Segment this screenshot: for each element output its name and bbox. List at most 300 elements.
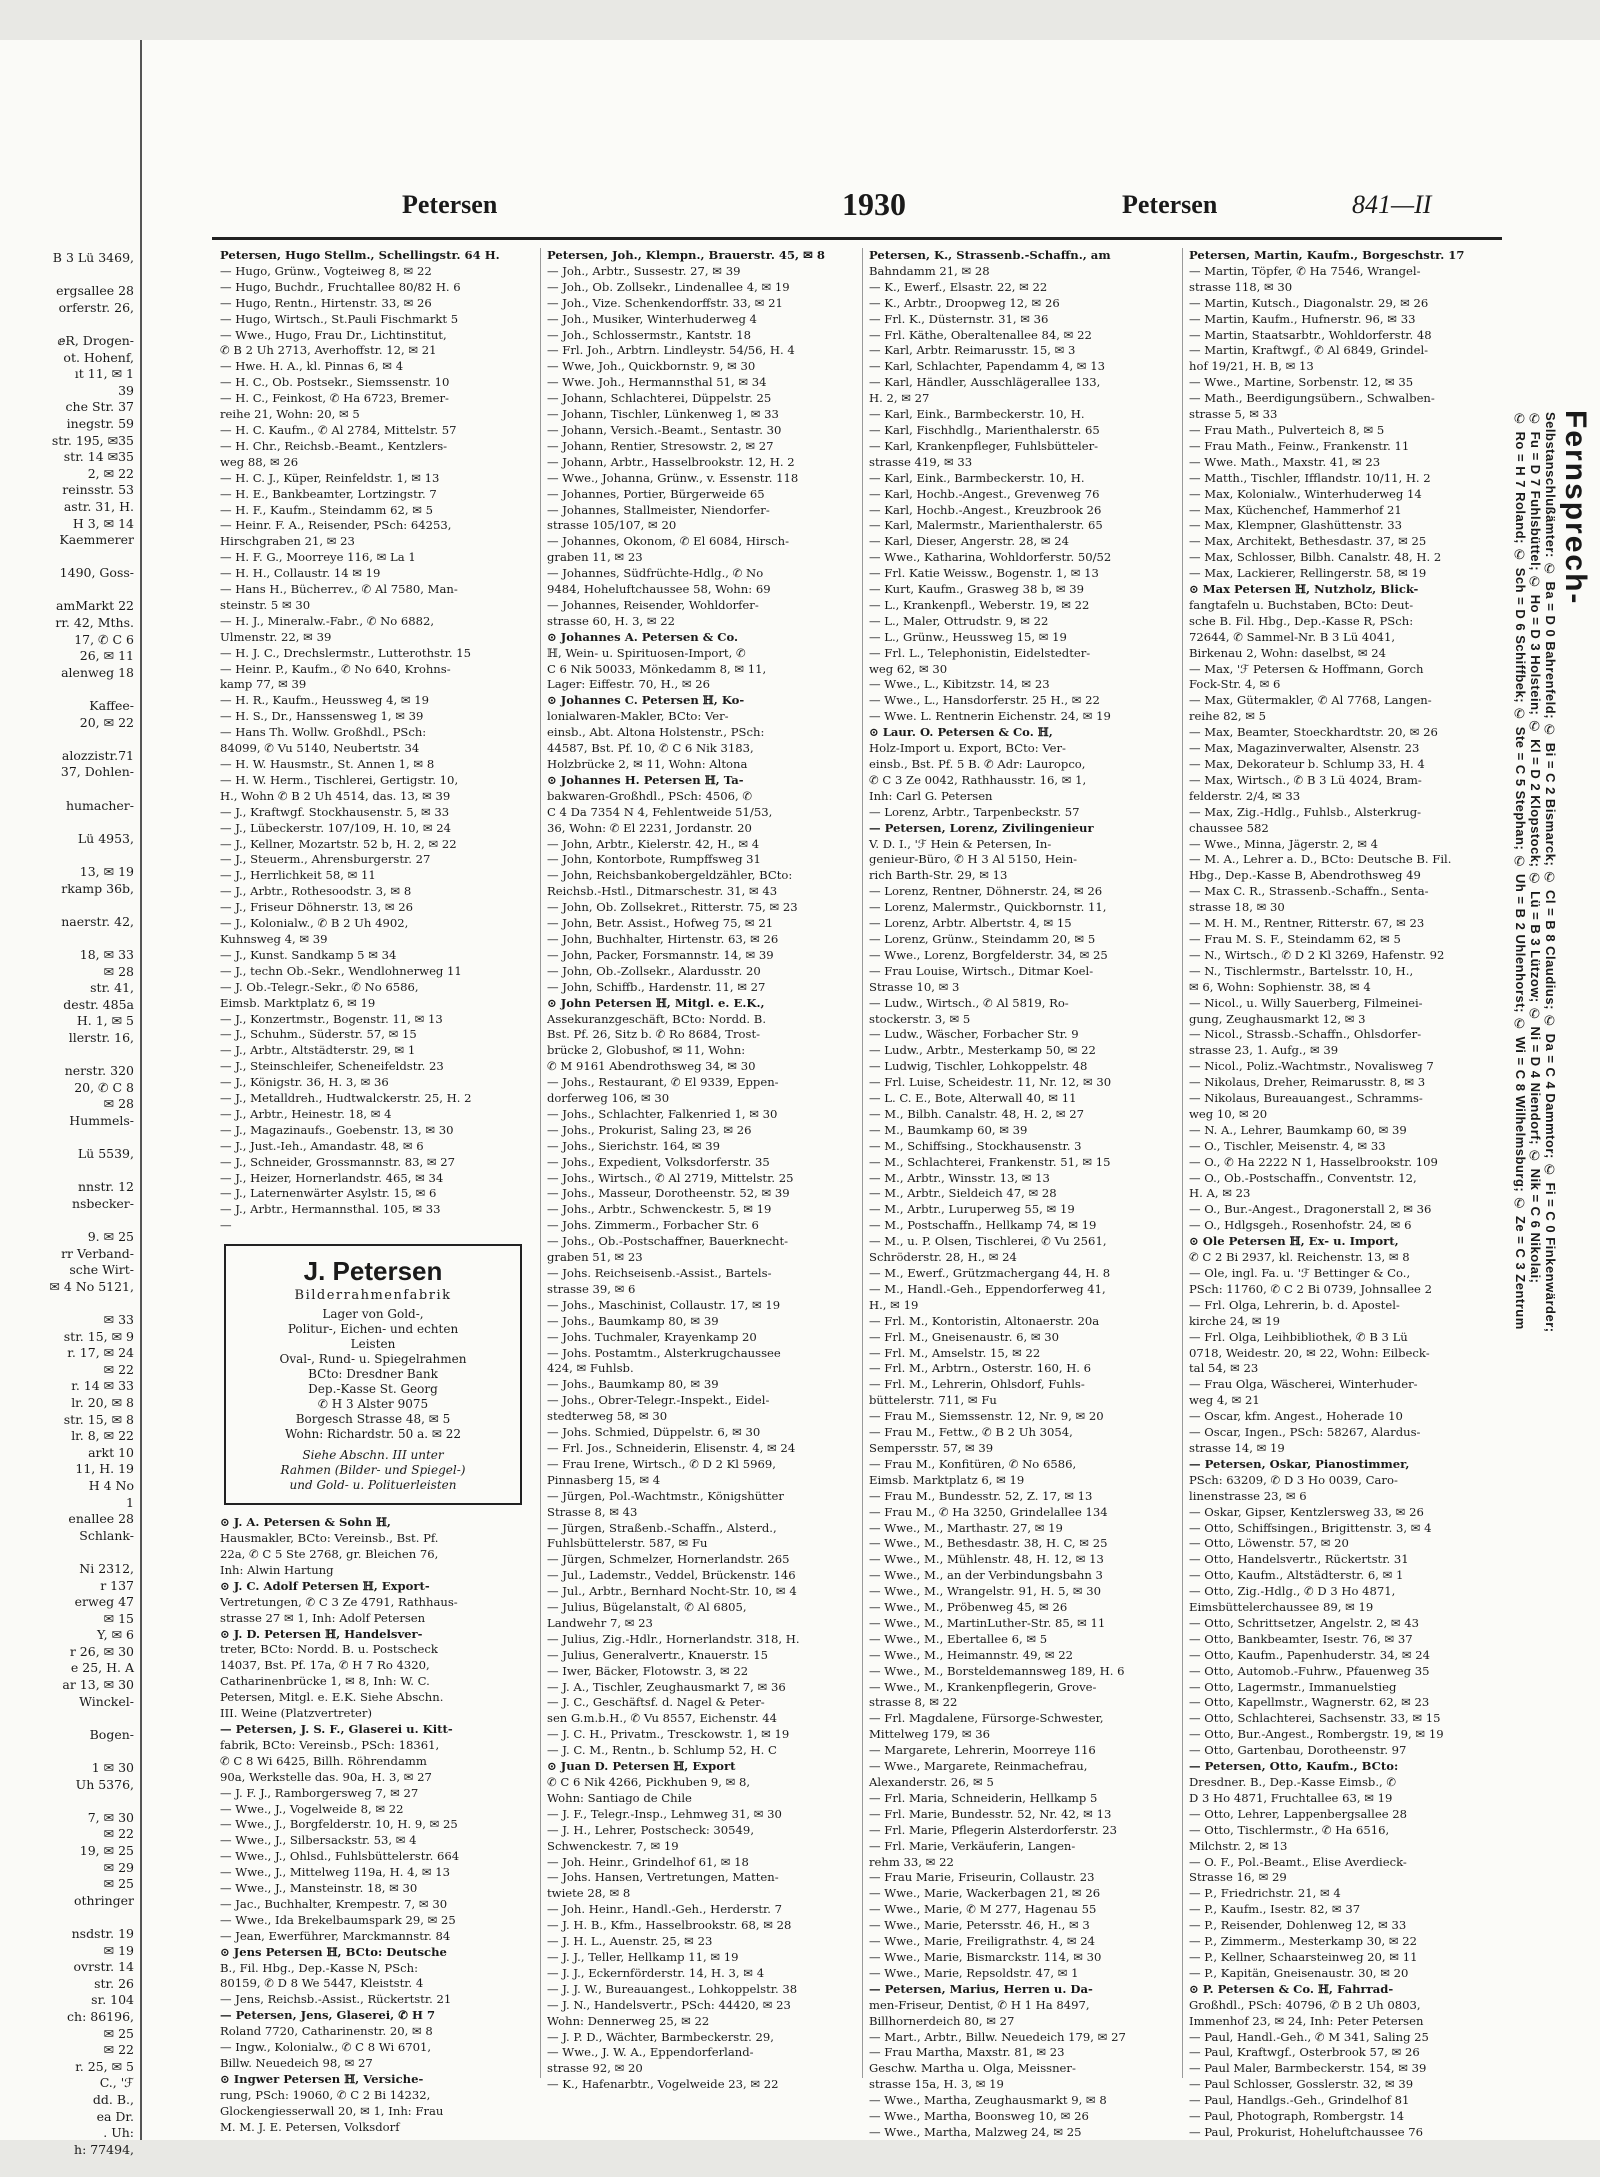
directory-entry: — J. N., Handelsvertr., PSch: 44420, ✉ 23 [547, 1997, 791, 2012]
directory-entry: — John, Kontorbote, Rumpffsweg 31 [547, 852, 761, 867]
adjacent-page-line: Schlank- [79, 1527, 134, 1543]
directory-entry: — Jul., Arbtr., Bernhard Nocht-Str. 10, ✉ 4 [547, 1584, 797, 1599]
directory-entry: H. A, ✉ 23 [1189, 1186, 1251, 1201]
ad-line: ✆ H 3 Alster 9075 [317, 1397, 429, 1412]
directory-entry: reihe 82, ✉ 5 [1189, 709, 1267, 724]
adjacent-page-line [0, 731, 140, 748]
directory-entry: Eimsbüttelerchaussee 89, ✉ 19 [1189, 1600, 1374, 1615]
directory-entry: — Joh., Arbtr., Sussestr. 27, ✉ 39 [547, 263, 741, 278]
directory-entry: Billw. Neuedeich 98, ✉ 27 [220, 2056, 373, 2070]
adjacent-page-line: 20, ✉ 22 [79, 714, 134, 730]
directory-entry: — J. A., Tischler, Zeughausmarkt 7, ✉ 36 [547, 1679, 786, 1694]
directory-entry: — P., Reisender, Dohlenweg 12, ✉ 33 [1189, 1918, 1407, 1933]
directory-entry: — N., Wirtsch., ✆ D 2 Kl 3269, Hafenstr. 92 [1189, 947, 1445, 962]
directory-entry: — Martin, Kutsch., Diagonalstr. 29, ✉ 26 [1189, 295, 1429, 310]
directory-entry: ⊙ Johannes C. Petersen ℍ, Ko- [547, 693, 745, 708]
directory-entry: — Math., Beerdigungsübern., Schwalben- [1189, 391, 1435, 406]
directory-entry: ⊙ J. C. Adolf Petersen ℍ, Export- [220, 1578, 430, 1593]
directory-entry: — J., Friseur Döhnerstr. 13, ✉ 26 [220, 900, 414, 915]
adjacent-page-line [0, 1710, 140, 1727]
directory-entry: — Frl. M., Amselstr. 15, ✉ 22 [869, 1345, 1041, 1360]
directory-entry: — Karl, Malermstr., Marienthalerstr. 65 [869, 518, 1103, 533]
directory-entry: Hirschgraben 21, ✉ 23 [220, 534, 355, 549]
directory-entry: twiete 28, ✉ 8 [547, 1886, 631, 1901]
adjacent-page-line [0, 1163, 140, 1180]
directory-entry: — Paul, Photograph, Rombergstr. 14 [1189, 2109, 1404, 2124]
directory-entry: Petersen, Martin, Kaufm., Borgeschstr. 17 [1189, 248, 1465, 262]
ad-note-line: Siehe Abschn. III unter [302, 1448, 444, 1463]
directory-entry: strasse 118, ✉ 30 [1189, 279, 1293, 294]
adjacent-page-line: Ni 2312, [79, 1560, 134, 1576]
adjacent-page-line: Kaffee- [89, 698, 134, 714]
directory-entry: — J., Arbtr., Altstädterstr. 29, ✉ 1 [220, 1043, 416, 1058]
directory-entry: — Julius, Bügelanstalt, ✆ Al 6805, [547, 1600, 747, 1615]
directory-entry: — Wwe., M., Krankenpflegerin, Grove- [869, 1679, 1097, 1694]
directory-entry: Bst. Pf. 26, Sitz b. ✆ Ro 8684, Trost- [547, 1027, 761, 1042]
directory-entry: — Wwe., Marie, Petersstr. 46, H., ✉ 3 [869, 1918, 1090, 1933]
directory-entry: — H. R., Kaufm., Heussweg 4, ✉ 19 [220, 693, 430, 708]
directory-entry: ✉ 6, Wohn: Sophienstr. 38, ✉ 4 [1189, 979, 1371, 994]
directory-entry: — J., Kolonialw., ✆ B 2 Uh 4902, [220, 916, 409, 931]
directory-entry: — J. J., Eckernförderstr. 14, H. 3, ✉ 4 [547, 1965, 765, 1980]
directory-entry: — N. A., Lehrer, Baumkamp 60, ✉ 39 [1189, 1122, 1407, 1137]
ad-note-line: Rahmen (Bilder- und Spiegel-) [280, 1463, 466, 1478]
adjacent-page-line: Hummels- [69, 1112, 134, 1128]
adjacent-page-line: 11, H. 19 [75, 1461, 134, 1477]
adjacent-page-line [0, 316, 140, 333]
directory-entry: — John, Arbtr., Kielerstr. 42, H., ✉ 4 [547, 836, 760, 851]
directory-entry: — Johs., Ob.-Postschaffner, Bauerknecht- [547, 1234, 789, 1249]
adjacent-page-line: ✉ 19 [103, 1942, 134, 1958]
directory-entry: Wohn: Santiago de Chile [547, 1790, 692, 1805]
directory-entry: — H. C., Feinkost, ✆ Ha 6723, Bremer- [220, 391, 449, 406]
directory-entry: — Otto, Schrittsetzer, Angelstr. 2, ✉ 43 [1189, 1615, 1419, 1630]
adjacent-page-fragment [0, 40, 143, 2157]
directory-entry: ⊙ P. Petersen & Co. ℍ, Fahrrad- [1189, 1981, 1394, 1996]
directory-entry: bakwaren-Großhdl., PSch: 4506, ✆ [547, 788, 753, 803]
directory-entry: — Frl. M., Gneisenaustr. 6, ✉ 30 [869, 1329, 1059, 1344]
adjacent-page-line: ✉ 22 [103, 2042, 134, 2058]
directory-entry: kamp 77, ✉ 39 [220, 677, 307, 692]
directory-entry: — Johs. Tuchmaler, Krayenkamp 20 [547, 1329, 757, 1344]
directory-entry: — M. H. M., Rentner, Ritterstr. 67, ✉ 23 [1189, 916, 1425, 931]
directory-entry: sen G.m.b.H., ✆ Vu 8557, Eichenstr. 44 [547, 1711, 777, 1726]
page-header [202, 186, 1512, 230]
directory-entry: — Karl, Dieser, Angerstr. 28, ✉ 24 [869, 534, 1069, 549]
directory-entry: Reichsb.-Hstl., Ditmarschestr. 31, ✉ 43 [547, 884, 778, 899]
directory-entry: Vertretungen, ✆ C 3 Ze 4791, Rathhaus- [220, 1594, 458, 1609]
directory-entry: — Frl. Marie, Pflegerin Alsterdorferstr. 23 [869, 1822, 1118, 1837]
directory-entry: — M., u. P. Olsen, Tischlerei, ✆ Vu 2561, [869, 1234, 1107, 1249]
directory-entry: — H. F. G., Moorreye 116, ✉ La 1 [220, 550, 416, 565]
directory-entry: — Martin, Staatsarbtr., Wohldorferstr. 48 [1189, 327, 1432, 342]
directory-entry: brücke 2, Globushof, ✉ 11, Wohn: [547, 1043, 746, 1058]
directory-entry: — J., Kraftwgf. Stockhausenstr. 5, ✉ 33 [220, 804, 450, 819]
directory-entry: — Paul, Prokurist, Hoheluftchaussee 76 [1189, 2124, 1424, 2139]
directory-entry: Inh: Alwin Hartung [220, 1562, 334, 1577]
adjacent-page-line [0, 781, 140, 798]
directory-entry: — J. Ob.-Telegr.-Sekr., ✆ No 6586, [220, 979, 419, 994]
directory-entry: — M., Schlachterei, Frankenstr. 51, ✉ 15 [869, 1154, 1111, 1169]
directory-entry: — Frl. Marie, Verkäuferin, Langen- [869, 1838, 1076, 1853]
directory-entry: — Mart., Arbtr., Billw. Neuedeich 179, ✉ 27 [869, 2029, 1126, 2044]
directory-entry: 22a, ✆ C 5 Ste 2768, gr. Bleichen 76, [220, 1547, 439, 1561]
column-2 [540, 248, 857, 2092]
directory-entry: — J. C., Geschäftsf. d. Nagel & Peter- [547, 1695, 765, 1710]
directory-entry: — J. H. B., Kfm., Hasselbrookstr. 68, ✉ 28 [547, 1918, 792, 1933]
adjacent-page-line: ✉ 22 [103, 1361, 134, 1377]
ad-lines [234, 1307, 512, 1442]
directory-entry: rich Barth-Str. 29, ✉ 13 [869, 868, 1008, 883]
directory-entry: genieur-Büro, ✆ H 3 Al 5150, Hein- [869, 852, 1078, 867]
column-1-entries-after-ad [220, 1515, 530, 2135]
directory-entry: — J. F. J., Ramborgersweg 7, ✉ 27 [220, 1785, 419, 1800]
adjacent-page-line: r. 17, ✉ 24 [67, 1345, 134, 1361]
directory-entry: M. M. J. E. Petersen, Volksdorf [220, 2119, 400, 2134]
directory-entry: — Lorenz, Arbtr., Tarpenbeckstr. 57 [869, 804, 1080, 819]
directory-entry: — Hugo, Buchdr., Fruchtallee 80/82 H. 6 [220, 279, 461, 294]
directory-entry: — Johs., Schlachter, Falkenried 1, ✉ 30 [547, 1106, 778, 1121]
directory-entry: — Jul., Lademstr., Veddel, Brückenstr. 146 [547, 1568, 796, 1583]
adjacent-page-line: str. 26 [94, 1975, 134, 1991]
directory-entry: — Wwe., Marie, Repsoldstr. 47, ✉ 1 [869, 1965, 1079, 1980]
directory-entry: — Wwe., Marie, ✆ M 277, Hagenau 55 [869, 1902, 1097, 1917]
directory-entry: — Ludwig, Tischler, Lohkoppelstr. 48 [869, 1059, 1088, 1074]
adjacent-page-line: ✉ 4 No 5121, [49, 1278, 134, 1294]
directory-entry: — Petersen, Otto, Kaufm., BCto: [1189, 1759, 1399, 1774]
directory-entry: V. D. I., 'ℱ Hein & Petersen, In- [869, 836, 1052, 851]
directory-entry: — J., Laternenwärter Asylstr. 15, ✉ 6 [220, 1186, 437, 1201]
directory-entry: — Martin, Kaufm., Hufnerstr. 96, ✉ 33 [1189, 311, 1416, 326]
adjacent-page-line: orferstr. 26, [58, 299, 134, 315]
directory-entry: — Jac., Buchhalter, Krempestr. 7, ✉ 30 [220, 1896, 448, 1911]
directory-entry: — J. J., Teller, Hellkamp 11, ✉ 19 [547, 1949, 739, 1964]
directory-entry: — H. J. C., Drechslermstr., Lutterothstr. 15 [220, 645, 472, 660]
directory-entry: — Otto, Schiffsingen., Brigittenstr. 3, ✉ 4 [1189, 1520, 1432, 1535]
directory-entry: — Wwe., M., Marthastr. 27, ✉ 19 [869, 1520, 1063, 1535]
directory-entry: sche B. Fil. Hbg., Dep.-Kasse R, PSch: [1189, 613, 1414, 628]
directory-entry: — Johannes, Reisender, Wohldorfer- [547, 597, 759, 612]
adjacent-page-line: r. 14 ✉ 33 [71, 1378, 134, 1394]
directory-entry: — Julius, Zig.-Hdlr., Hornerlandstr. 318, H. [547, 1631, 800, 1646]
directory-entry: — Johann, Rentier, Stresowstr. 2, ✉ 27 [547, 438, 774, 453]
directory-entry: — Max, Klempner, Glashüttenstr. 33 [1189, 518, 1402, 533]
directory-entry: — Wwe. Math., Maxstr. 41, ✉ 23 [1189, 454, 1381, 469]
adjacent-page-line: rr. 42, Mths. [55, 615, 134, 631]
directory-entry: — Max, Lackierer, Rellingerstr. 58, ✉ 19 [1189, 566, 1427, 581]
directory-entry: — J. C. M., Rentn., b. Schlump 52, H. C [547, 1743, 777, 1758]
directory-entry: — Frl. M., Arbtrn., Osterstr. 160, H. 6 [869, 1361, 1092, 1376]
adjacent-page-line: 18, ✉ 33 [79, 946, 134, 962]
directory-entry: — Frau M., ✆ Ha 3250, Grindelallee 134 [869, 1504, 1108, 1519]
directory-entry: — Wwe. L. Rentnerin Eichenstr. 24, ✉ 19 [869, 709, 1111, 724]
adjacent-page-line: str. 15, ✉ 8 [63, 1411, 134, 1427]
directory-entry: — H. J., Mineralw.-Fabr., ✆ No 6882, [220, 613, 435, 628]
adjacent-page-line: inegstr. 59 [66, 415, 134, 431]
directory-entry: — L. C. E., Bote, Alterwall 40, ✉ 11 [869, 1091, 1077, 1106]
directory-entry: weg 10, ✉ 20 [1189, 1106, 1268, 1121]
directory-entry: — Wwe., Marie, Freiligrathstr. 4, ✉ 24 [869, 1934, 1096, 1949]
header-year: 1930 [842, 186, 906, 222]
directory-entry: ✆ C 2 Bi 2937, kl. Reichenstr. 13, ✉ 8 [1189, 1250, 1410, 1265]
directory-entry: — Wwe, Joh., Quickbornstr. 9, ✉ 30 [547, 359, 756, 374]
directory-entry: — Max, Wirtsch., ✆ B 3 Lü 4024, Bram- [1189, 772, 1422, 787]
directory-entry: — Johs. Schmied, Düppelstr. 6, ✉ 30 [547, 1425, 761, 1440]
ad-subtitle: Bilderrahmenfabrik [294, 1288, 452, 1304]
directory-entry: — Karl, Hochb.-Angest., Kreuzbrook 26 [869, 502, 1102, 517]
directory-entry: — Wwe., Hugo, Frau Dr., Lichtinstitut, [220, 327, 447, 342]
directory-entry: Petersen, K., Strassenb.-Schaffn., am [869, 248, 1111, 262]
directory-entry: — Johs., Maschinist, Collaustr. 17, ✉ 19 [547, 1297, 781, 1312]
directory-entry: PSch: 63209, ✆ D 3 Ho 0039, Caro- [1189, 1472, 1398, 1487]
directory-entry: — J. F., Telegr.-Insp., Lehmweg 31, ✉ 30 [547, 1806, 782, 1821]
directory-entry: — Johs., Baumkamp 80, ✉ 39 [547, 1377, 719, 1392]
directory-entry: Strasse 16, ✉ 29 [1189, 1870, 1287, 1885]
directory-entry: — Frl. M., Lehrerin, Ohlsdorf, Fuhls- [869, 1377, 1085, 1392]
header-right-name: Petersen [1122, 190, 1218, 219]
directory-entry: C 4 Da 7354 N 4, Fehlentweide 51/53, [547, 804, 773, 819]
directory-entry: — Wwe., M., an der Verbindungsbahn 3 [869, 1568, 1103, 1583]
directory-entry: — Otto, Tischlermstr., ✆ Ha 6516, [1189, 1822, 1390, 1837]
directory-entry: — Heinr. P., Kaufm., ✆ No 640, Krohns- [220, 661, 451, 676]
directory-entry: — J., Arbtr., Rothesoodstr. 3, ✉ 8 [220, 884, 412, 899]
directory-entry: — Frau Math., Pulverteich 8, ✉ 5 [1189, 422, 1385, 437]
directory-entry: — Johann, Versich.-Beamt., Sentastr. 30 [547, 422, 782, 437]
directory-entry: ⊙ J. A. Petersen & Sohn ℍ, [220, 1515, 391, 1530]
directory-entry: — Johs., Obrer-Telegr.-Inspekt., Eidel- [547, 1393, 770, 1408]
adjacent-page-line: Lü 4953, [77, 830, 134, 846]
adjacent-page-line: llerstr. 16, [68, 1029, 134, 1045]
directory-entry: men-Friseur, Dentist, ✆ H 1 Ha 8497, [869, 1997, 1090, 2012]
adjacent-page-line [0, 1295, 140, 1312]
directory-entry: — M., Ewerf., Grützmachergang 44, H. 8 [869, 1266, 1111, 1280]
directory-entry: — Johs., Expedient, Volksdorferstr. 35 [547, 1154, 770, 1169]
directory-entry: — Frl. M., Kontoristin, Altonaerstr. 20a [869, 1313, 1100, 1328]
header-left-name: Petersen [402, 190, 498, 219]
adjacent-page-line: ✉ 22 [103, 1826, 134, 1842]
directory-entry: Petersen, Joh., Klempn., Brauerstr. 45, ✉ 8 [547, 248, 825, 262]
directory-entry: — Joh., Schlossermstr., Kantstr. 18 [547, 327, 751, 342]
ad-note-line: und Gold- u. Polituerleisten [289, 1478, 457, 1493]
directory-entry: stedterweg 58, ✉ 30 [547, 1409, 668, 1424]
directory-entry: — Johs., Masseur, Dorotheenstr. 52, ✉ 39 [547, 1186, 790, 1201]
directory-entry: — Otto, Löwenstr. 57, ✉ 20 [1189, 1536, 1349, 1551]
column-4 [1182, 248, 1489, 2139]
directory-entry: — Oscar, kfm. Angest., Hoherade 10 [1189, 1409, 1403, 1424]
directory-entry: — John, Reichsbankobergeldzähler, BCto: [547, 868, 793, 883]
adjacent-page-line: ar 13, ✉ 30 [62, 1677, 134, 1693]
directory-entry: — L., Maler, Ottrudstr. 9, ✉ 22 [869, 613, 1049, 628]
directory-entry: — J., techn Ob.-Sekr., Wendlohnerweg 11 [220, 963, 462, 978]
directory-entry: — P., Kaufm., Isestr. 82, ✉ 37 [1189, 1902, 1361, 1917]
directory-entry: — Kurt, Kaufm., Grasweg 38 b, ✉ 39 [869, 582, 1085, 597]
directory-entry: fangtafeln u. Buchstaben, BCto: Deut- [1189, 597, 1414, 612]
directory-entry: — Karl, Fischhdlg., Marienthalerstr. 65 [869, 422, 1100, 437]
directory-entry: — Paul, Handl.-Geh., ✆ M 341, Saling 25 [1189, 2029, 1429, 2044]
adjacent-page-line: Lü 5539, [77, 1146, 134, 1162]
adjacent-page-line: ⅇR, Drogen- [57, 332, 134, 348]
directory-entry: — O. F., Pol.-Beamt., Elise Averdieck- [1189, 1854, 1407, 1869]
directory-entry: ✆ C 3 Ze 0042, Rathhausstr. 16, ✉ 1, [869, 772, 1087, 787]
directory-entry: — M., Arbtr., Winsstr. 13, ✉ 13 [869, 1170, 1050, 1185]
directory-entry: — Frl. Joh., Arbtrn. Lindleystr. 54/56, H. 4 [547, 343, 795, 358]
directory-entry: D 3 Ho 4871, Fruchtallee 63, ✉ 19 [1189, 1790, 1393, 1805]
adjacent-page-line: 13, ✉ 19 [79, 863, 134, 879]
directory-entry: H., ✉ 19 [869, 1297, 919, 1312]
directory-entry: Inh: Carl G. Petersen [869, 788, 993, 803]
directory-entry: — Nicol., u. Willy Sauerberg, Filmeinei- [1189, 995, 1423, 1010]
directory-entry: — Johannes, Portier, Bürgerweide 65 [547, 486, 765, 501]
directory-entry: — [220, 1218, 232, 1233]
directory-entry: — M., Baumkamp 60, ✉ 39 [869, 1122, 1028, 1137]
directory-entry: felderstr. 2/4, ✉ 33 [1189, 788, 1301, 803]
directory-entry: — Max, Dekorateur b. Schlump 33, H. 4 [1189, 757, 1425, 771]
adjacent-page-line: humacher- [65, 797, 134, 813]
directory-entry: — J., Metalldreh., Hudtwalckerstr. 25, H. 2 [220, 1091, 472, 1106]
directory-entry: — Petersen, Lorenz, Zivilingenieur [869, 820, 1094, 835]
ad-line: Leisten [350, 1337, 396, 1352]
adjacent-page-line: nsbecker- [71, 1195, 134, 1211]
adjacent-page-line: 7, ✉ 30 [87, 1809, 134, 1825]
directory-entry: — Joh. Heinr., Grindelhof 61, ✉ 18 [547, 1854, 749, 1869]
directory-entry: — Nikolaus, Dreher, Reimarusstr. 8, ✉ 3 [1189, 1075, 1426, 1090]
directory-entry: — Wwe., Ida Brekelbaumspark 29, ✉ 25 [220, 1912, 456, 1927]
directory-entry: — Frau Irene, Wirtsch., ✆ D 2 Kl 5969, [547, 1456, 776, 1471]
directory-entry: — L., Krankenpfl., Weberstr. 19, ✉ 22 [869, 597, 1090, 612]
directory-entry: 84099, ✆ Vu 5140, Neubertstr. 34 [220, 741, 420, 756]
directory-entry: gung, Zeughausmarkt 12, ✉ 3 [1189, 1011, 1366, 1026]
directory-entry: — O., Tischler, Meisenstr. 4, ✉ 33 [1189, 1138, 1386, 1153]
directory-entry: Alexanderstr. 26, ✉ 5 [869, 1775, 994, 1789]
directory-entry: — Lorenz, Malermstr., Quickbornstr. 11, [869, 900, 1107, 915]
directory-entry: — H. W. Herm., Tischlerei, Gertigstr. 10, [220, 772, 459, 787]
directory-entry: — J., Magazinaufs., Goebenstr. 13, ✉ 30 [220, 1122, 454, 1137]
ad-line: Politur-, Eichen- und echten [287, 1322, 459, 1337]
adjacent-page-line: ovrstr. 14 [73, 1959, 134, 1975]
adjacent-page-line: naerstr. 42, [61, 913, 134, 929]
directory-entry: — K., Arbtr., Droopweg 12, ✉ 26 [869, 295, 1060, 310]
directory-entry: H. 2, ✉ 27 [869, 391, 930, 406]
adjacent-page-line: 26, ✉ 11 [79, 648, 134, 664]
directory-entry: — Jean, Ewerführer, Marckmannstr. 84 [220, 1928, 451, 1943]
directory-entry: — Max, Gütermakler, ✆ Al 7768, Langen- [1189, 693, 1432, 708]
directory-entry: strasse 27 ✉ 1, Inh: Adolf Petersen [220, 1610, 426, 1625]
directory-entry: — John, Packer, Forsmannstr. 14, ✉ 39 [547, 947, 774, 962]
telephone-legend-line: ✆ Ro = H 7 Roland; ✆ Sch = D 6 Schiffbek; ✆ Ste = C 5 Stephan; ✆ Uh = B 2 Uhlenhorst; ✆ Wi = C 8 Wilhelmsburg; ✆ Ze = C 3 Zentrum [1513, 412, 1528, 1330]
directory-entry: — Jens, Reichsb.-Assist., Rückertstr. 21 [220, 1992, 452, 2007]
directory-entry: Pinnasberg 15, ✉ 4 [547, 1472, 661, 1487]
directory-entry: — Ole, ingl. Fa. u. 'ℱ Bettinger & Co., [1189, 1266, 1411, 1280]
adjacent-page-line: astr. 31, H. [63, 498, 134, 514]
directory-entry: — H. H., Collaustr. 14 ✉ 19 [220, 566, 381, 581]
directory-entry: Fuhlsbüttelerstr. 587, ✉ Fu [547, 1536, 708, 1551]
ad-line: Wohn: Richardstr. 50 a. ✉ 22 [285, 1427, 461, 1442]
directory-entry: Birkenau 2, Wohn: daselbst, ✉ 24 [1189, 645, 1386, 660]
directory-entry: — Frau Marie, Friseurin, Collaustr. 23 [869, 1870, 1095, 1885]
directory-entry: Dresdner. B., Dep.-Kasse Eimsb., ✆ [1189, 1775, 1397, 1789]
directory-entry: graben 51, ✉ 23 [547, 1250, 643, 1265]
directory-entry: hof 19/21, H. B, ✉ 13 [1189, 359, 1314, 374]
directory-entry: — H. Chr., Reichsb.-Beamt., Kentzlers- [220, 438, 448, 453]
directory-entry: — Joh., Vize. Schenkendorffstr. 33, ✉ 21 [547, 295, 783, 310]
directory-entry: — Johs. Hansen, Vertretungen, Matten- [547, 1870, 779, 1885]
directory-entry: — P., Kellner, Schaarsteinweg 20, ✉ 11 [1189, 1949, 1418, 1964]
adjacent-page-line: arkt 10 [88, 1444, 134, 1460]
directory-entry: einsb., Bst. Pf. 5 B. ✆ Adr: Lauropco, [869, 757, 1086, 771]
adjacent-page-line [0, 267, 140, 284]
directory-entry: — Otto, Handelsvertr., Rückertstr. 31 [1189, 1552, 1409, 1567]
directory-entry: — Max, Magazinverwalter, Alsenstr. 23 [1189, 741, 1420, 756]
directory-entry: — Frau Olga, Wäscherei, Winterhuder- [1189, 1377, 1418, 1392]
adjacent-page-line: C., 'ℱ [99, 2075, 134, 2091]
adjacent-page-line: ✉ 29 [103, 1859, 134, 1875]
adjacent-page-line: lr. 20, ✉ 8 [71, 1394, 134, 1410]
directory-entry: — Wwe., L., Hansdorferstr. 25 H., ✉ 22 [869, 693, 1100, 708]
directory-entry: — Joh., Musiker, Winterhuderweg 4 [547, 311, 757, 326]
directory-entry: III. Weine (Platzvertreter) [220, 1706, 372, 1721]
directory-entry: — Ludw., Wäscher, Forbacher Str. 9 [869, 1027, 1079, 1042]
directory-entry: Hbg., Dep.-Kasse B, Abendrothsweg 49 [1189, 868, 1421, 883]
directory-entry: — Frl. Jos., Schneiderin, Elisenstr. 4, ✉ 24 [547, 1440, 796, 1455]
adjacent-page-line: 1 [126, 1494, 134, 1510]
directory-entry: — P., Zimmerm., Mesterkamp 30, ✉ 22 [1189, 1934, 1418, 1949]
directory-entry: — Wwe., J., Vogelweide 8, ✉ 22 [220, 1801, 404, 1816]
directory-entry: PSch: 11760, ✆ C 2 Bi 0739, Johnsallee 2 [1189, 1281, 1432, 1296]
directory-entry: — Max, 'ℱ Petersen & Hoffmann, Gorch [1189, 661, 1424, 676]
adjacent-page-line: sche Wirt- [69, 1262, 134, 1278]
directory-entry: — Max, Schlosser, Bilbh. Canalstr. 48, H. 2 [1189, 550, 1442, 565]
telephone-legend-line: ✆ Fu = D 7 Fuhlsbüttel; ✆ Ho = D 3 Holstein; ✆ Kl = D 2 Klopstock; ✆ Lü = B 3 Lützow; ✆ Ni = D 4 Niendorf; ✆ Nik = C 6 Nikolai; [1528, 412, 1543, 1284]
page-number: 841—II [1352, 190, 1432, 219]
directory-entry: — Otto, Bur.-Angest., Rombergstr. 19, ✉ 19 [1189, 1727, 1444, 1742]
adjacent-page-line [0, 582, 140, 599]
directory-entry: — Paul, Handlgs.-Geh., Grindelhof 81 [1189, 2093, 1410, 2108]
directory-entry: — Wwe., Katharina, Wohldorferstr. 50/52 [869, 550, 1112, 565]
directory-entry: — Jürgen, Schmelzer, Hornerlandstr. 265 [547, 1552, 790, 1567]
directory-entry: — Wwe., Martha, Boonsweg 10, ✉ 26 [869, 2109, 1089, 2124]
directory-entry: — Johs. Postamtm., Alsterkrugchaussee [547, 1345, 781, 1360]
adjacent-page-line [0, 1047, 140, 1064]
directory-entry: — L., Grünw., Heussweg 15, ✉ 19 [869, 629, 1067, 644]
directory-entry: — Wwe., Minna, Jägerstr. 2, ✉ 4 [1189, 836, 1378, 851]
directory-entry: strasse 18, ✉ 30 [1189, 900, 1285, 915]
directory-entry: — J., Steinschleifer, Scheneifeldstr. 23 [220, 1059, 444, 1074]
directory-entry: — Iwer, Bäcker, Flotowstr. 3, ✉ 22 [547, 1663, 749, 1678]
directory-entry: — Frau M., Konfitüren, ✆ No 6586, [869, 1456, 1077, 1471]
directory-entry: Billhornerdeich 80, ✉ 27 [869, 2013, 1015, 2028]
adjacent-page-line: 19, ✉ 25 [79, 1843, 134, 1858]
directory-entry: — M., Bilbh. Canalstr. 48, H. 2, ✉ 27 [869, 1106, 1085, 1121]
column-2-entries [547, 248, 857, 2093]
directory-entry: — Johs., Arbtr., Schwenckestr. 5, ✉ 19 [547, 1202, 772, 1217]
directory-entry: — M., Arbtr., Sieldeich 47, ✉ 28 [869, 1186, 1057, 1201]
directory-entry: 14037, Bst. Pf. 17a, ✆ H 7 Ro 4320, [220, 1658, 430, 1673]
directory-entry: — Oscar, Ingen., PSch: 58267, Alardus- [1189, 1425, 1421, 1440]
adjacent-page-line: nsdstr. 19 [71, 1925, 134, 1941]
directory-entry: — Frl. Olga, Leihbibliothek, ✆ B 3 Lü [1189, 1329, 1408, 1344]
column-3 [862, 248, 1179, 2139]
directory-entry: Kuhnsweg 4, ✉ 39 [220, 931, 328, 946]
directory-entry: — Wwe., M., Wrangelstr. 91, H. 5, ✉ 30 [869, 1584, 1102, 1599]
directory-entry: — Paul, Kraftwgf., Osterbrook 57, ✉ 26 [1189, 2045, 1420, 2060]
directory-entry: — Johannes, Okonom, ✆ El 6084, Hirsch- [547, 534, 790, 549]
directory-entry: — J., Heizer, Hornerlandstr. 465, ✉ 34 [220, 1170, 444, 1185]
directory-entry: ℍ, Wein- u. Spirituosen-Import, ✆ [547, 645, 746, 660]
directory-entry: — Martin, Kraftwgf., ✆ Al 6849, Grindel- [1189, 343, 1429, 358]
directory-entry: Strasse 8, ✉ 43 [547, 1504, 638, 1519]
directory-entry: Sempersstr. 57, ✉ 39 [869, 1440, 994, 1455]
directory-entry: — Frl. Luise, Scheidestr. 11, Nr. 12, ✉ 30 [869, 1075, 1112, 1090]
